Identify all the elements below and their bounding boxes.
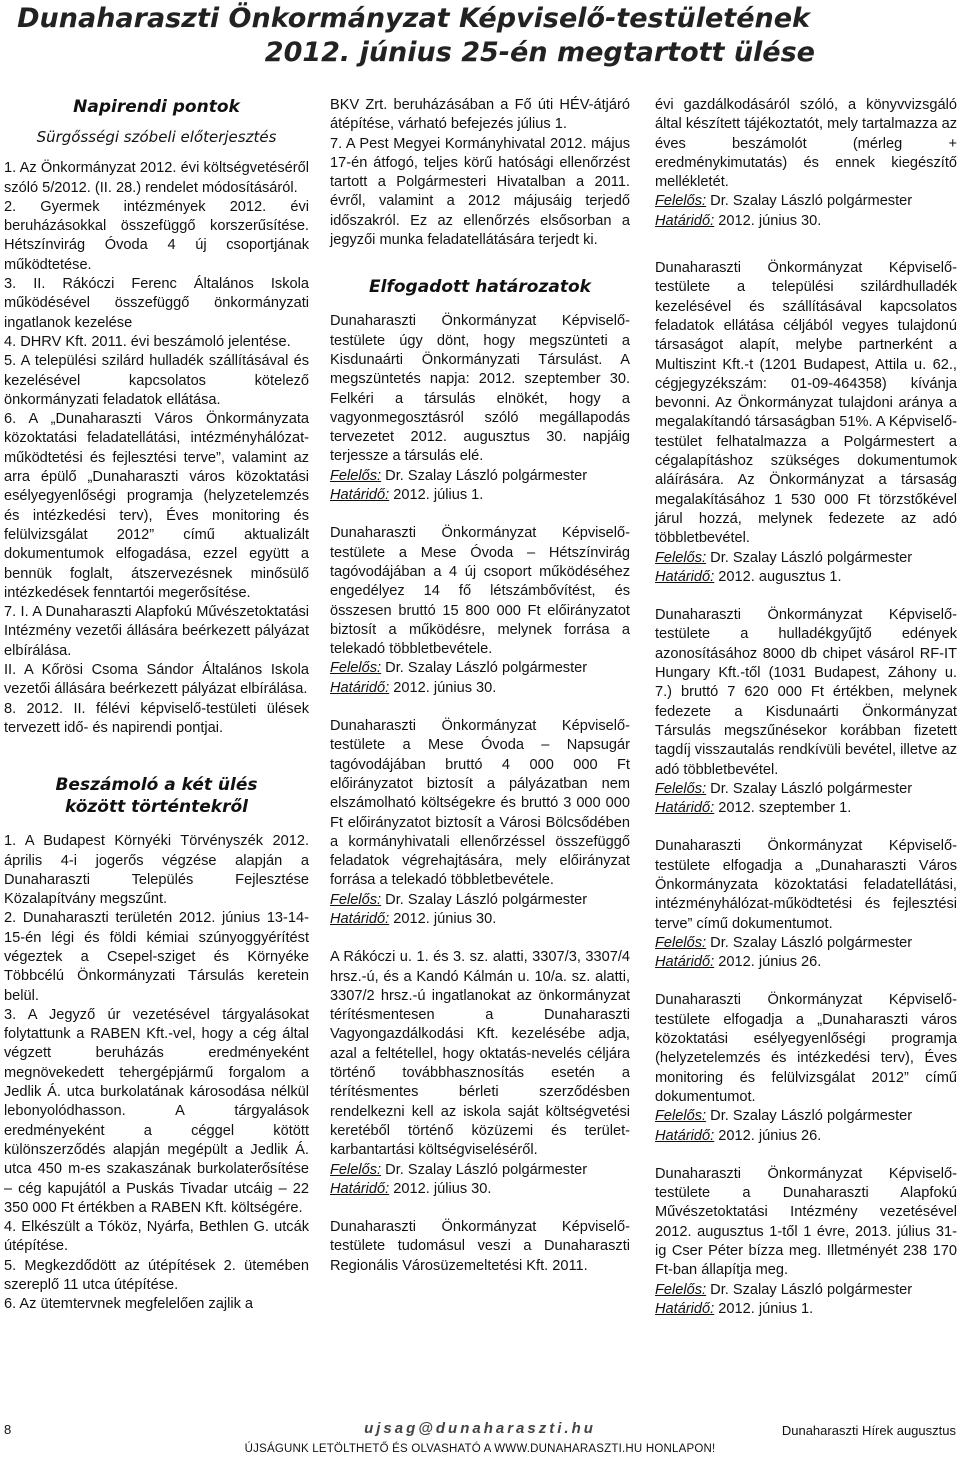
report-item-1: 1. A Budapest Környéki Törvényszék 2012. április 4-i jogerős végzése alapján a Dunaharaszti Település Fejlesztése Közalapítvány megszűnt. <box>4 833 309 908</box>
responsible-label: Felelős: <box>330 467 382 484</box>
responsible-value: Dr. Szalay László polgármester <box>385 891 588 908</box>
report-item-2: 2. Dunaharaszti területén 2012. június 13-14-15-én légi és földi kémiai szúnyoggyérítést végeztek a Csepel-sziget és Környéke Többcélú Önkormányzati Társulás keretein belül. <box>4 910 309 1004</box>
report-item-6: 6. Az ütemtervnek megfelelően zajlik a <box>4 1296 254 1313</box>
responsible-value: Dr. Szalay László polgármester <box>710 549 913 566</box>
agenda-item-3: 3. II. Rákóczi Ferenc Általános Iskola működésével összefüggő önkormányzati ingatlanok kezelése <box>4 276 309 331</box>
responsible-value: Dr. Szalay László polgármester <box>710 934 913 951</box>
deadline-label: Határidő: <box>655 800 715 817</box>
deadline-label: Határidő: <box>330 910 390 927</box>
report-item-7: 7. A Pest Megyei Kormányhivatal 2012. május 17-én átfogó, teljes körű hatósági ellenőrzést tartott a Polgármesteri Hivatalban a 2011. évről, valamint a 2012 májusáig terjedő időszakról. Ez az ellenőrzés elsősorban a jegyzői munka feladatellátására terjedt ki. <box>330 135 630 249</box>
deadline-label: Határidő: <box>655 954 715 971</box>
deadline-value: 2012. július 30. <box>393 1180 492 1197</box>
deadline-label: Határidő: <box>330 1180 390 1197</box>
deadline-label: Határidő: <box>655 568 715 585</box>
decision-text: Dunaharaszti Önkormányzat Képviselő-testülete elfogadja a „Dunaharaszti Város Önkormányzata közoktatási feladatellátási, intézményhálózat-működtetési és fejlesztési terve” című dokumentumot. <box>655 838 957 932</box>
column-2 <box>330 96 630 1276</box>
header-title-line2: 2012. június 25-én megtartott ülése <box>264 37 815 68</box>
header-title-line1: Dunaharaszti Önkormányzat Képviselő-testületének <box>17 3 810 34</box>
deadline-label: Határidő: <box>330 679 390 696</box>
decision-text: Dunaharaszti Önkormányzat Képviselő-testülete tudomásul veszi a Dunaharaszti Regionális Városüzemeltetési Kft. 2011. <box>330 1219 630 1274</box>
responsible-value: Dr. Szalay László polgármester <box>385 1161 588 1178</box>
deadline-label: Határidő: <box>655 212 715 229</box>
decision-text: Dunaharaszti Önkormányzat Képviselő-testülete a települési szilárdhulladék kezelésével és szállításával kapcsolatos feladatok ellátása céljából vegyes tulajdonú társaságot alapít, melybe partnerként a Multiszint Kft.-t (1201 Budapest, Attila u. 62., cégjegyzékszám: 01-09-464358) kívánja bevonni. Az Önkormányzat tulajdoni aránya a megalakítandó társaságban 51%. A Képviselő-testület felhatalmazza a Polgármestert a cégalapításhoz szükséges dokumentumok aláírására. Az Önkormányzat a társaság megalakításához 1 530 000 Ft törzstőkével járul hozzá, melynek fedezete az adó többletbevétel. <box>655 260 957 547</box>
agenda-item-7: 7. I. A Dunaharaszti Alapfokú Művészetoktatási Intézmény vezetői állására beérkezett pályázat elbírálása. <box>4 604 309 659</box>
report-item-4: 4. Elkészült a Tóköz, Nyárfa, Bethlen G. utcák útépítése. <box>4 1219 309 1255</box>
responsible-label: Felelős: <box>655 193 707 210</box>
deadline-value: 2012. június 26. <box>718 954 822 971</box>
agenda-title: Napirendi pontok <box>73 97 240 117</box>
responsible-value: Dr. Szalay László polgármester <box>385 467 588 484</box>
deadline-value: 2012. szeptember 1. <box>718 800 852 817</box>
decision-text: Dunaharaszti Önkormányzat Képviselő-testülete a Dunaharaszti Alapfokú Művészetoktatási Intézmény vezetésével 2012. augusztus 1-től 1 évre, 2013. július 31-ig Cser Péter bízza meg. Illetményét 238 170 Ft-ban állapítja meg. <box>655 1165 957 1279</box>
deadline-value: 2012. június 30. <box>718 212 822 229</box>
responsible-label: Felelős: <box>655 1281 707 1298</box>
publication-name: Dunaharaszti Hírek augusztus <box>781 1423 956 1438</box>
deadline-value: 2012. június 30. <box>393 679 497 696</box>
decision-text: Dunaharaszti Önkormányzat Képviselő-testülete úgy dönt, hogy megszünteti a Kisdunaárti Önkormányzati Társulást. A megszüntetés napja: 2012. szeptember 30. Felkéri a társulás elnökét, hogy a vagyonmegosztásról szóló megállapodás tervezetet 2012. augusztus 30. napjáig terjessze a társulás elé. <box>330 313 630 465</box>
column-3 <box>655 96 957 1319</box>
column-1 <box>4 96 309 1315</box>
decisions-title: Elfogadott határozatok <box>369 277 591 298</box>
report-item-5: 5. Megkezdődött az útépítések 2. ütemében szereplő 11 utca útépítése. <box>4 1257 309 1294</box>
decision-text: Dunaharaszti Önkormányzat Képviselő-testülete a hulladékgyűjtő edények azonosításához 8000 db chipet vásárol RF-IT Hungary Kft.-től (1031 Budapest, Záhony u. 7.) bruttó 7 620 000 Ft értékben, melynek fedezete a Kisdunaárti Önkormányzat Társulás megszűnésekor korábban fizetett tagdíj visszautalás rendkívüli bevétel, illetve az adó többletbevétel. <box>655 607 957 778</box>
page-footer <box>0 1417 960 1457</box>
deadline-value: 2012. augusztus 1. <box>718 568 842 585</box>
report-item-3: 3. A Jegyző úr vezetésével tárgyalásokat folytattunk a RABEN Kft.-vel, hogy a cég által végzett beruházás eredményeként megnövekedett tehergépjármű forgalom a Jedlik Á. utca burkolatának károsodása nélkül lebonyolódhasson. A tárgyalások eredményeként a céggel kötött különszerződés alapján megépült a Jedlik Á. utca 450 m-es szakaszának burkolaterősítése – cég kapujától a Puskás Tivadar utcáig – 22 350 000 Ft értékben a RABEN Kft. költségére. <box>4 1006 309 1216</box>
footer-note: ÚJSÁGUNK LETÖLTHETŐ ÉS OLVASHATÓ A WWW.DUNAHARASZTI.HU HONLAPON! <box>244 1443 716 1455</box>
agenda-item-2: 2. Gyermek intézmények 2012. évi beruházásokkal összefüggő korszerűsítése. Hétszínvirág Óvoda 4 új csoportjának működtetése. <box>4 198 309 273</box>
agenda-item-4: 4. DHRV Kft. 2011. évi beszámoló jelentése. <box>4 333 291 350</box>
agenda-item-5: 5. A települési szilárd hulladék szállításával és kezelésével kapcsolatos kötelező önkormányzati feladatok ellátása. <box>4 353 309 408</box>
decision-text: Dunaharaszti Önkormányzat Képviselő-testülete elfogadja a „Dunaharaszti város közoktatási esélyegyenlőségi programja (helyzetelemzés és intézkedési terv), Éves monitoring és felülvizsgálat 2012” című dokumentumot. <box>655 992 957 1105</box>
deadline-value: 2012. június 30. <box>393 910 497 927</box>
responsible-label: Felelős: <box>330 660 382 677</box>
deadline-value: 2012. június 1. <box>718 1300 814 1317</box>
continued-text: évi gazdálkodásáról szóló, a könyvvizsgáló által készített tájékoztatót, mely tartalmazza az éves beszámolót (mérleg + eredménykimutatás) és ennek kiegészítő mellékletét. <box>655 97 957 191</box>
responsible-value: Dr. Szalay László polgármester <box>710 780 913 797</box>
agenda-item-8: 8. 2012. II. félévi képviselő-testületi ülések tervezett idő- és napirendi pontjai. <box>4 700 309 736</box>
responsible-label: Felelős: <box>330 1161 382 1178</box>
report-title: Beszámoló a két ülés között történtekről <box>55 775 258 818</box>
responsible-value: Dr. Szalay László polgármester <box>385 660 588 677</box>
agenda-item-6: 6. A „Dunaharaszti Város Önkormányzata közoktatási feladatellátási, intézményhálózat-működtetési és fejlesztési terve”, valamint az arra épülő „Dunaharaszti város közoktatási esélyegyenlőségi programja (helyzetelemzés és intézkedési terv), Éves monitoring és felülvizsgálat 2012” című aktualizált dokumentumok elfogadása, ezzel együtt a bennük foglalt, átszervezésnek minősülő intézkedések fenntartói megerősítése. <box>4 411 309 601</box>
decision-text: Dunaharaszti Önkormányzat Képviselő-testülete a Mese Óvoda – Napsugár tagóvodájában bruttó 4 000 000 Ft előirányzatot biztosít a pályázatban nem elszámolható költségekre és bruttó 3 000 000 Ft előirányzatot biztosít a Városi Bölcsődében a kormányhivatali ellenőrzéssel összefüggő feladatok végrehajtására, mely előirányzat forrása a telekadó többletbevétele. <box>330 718 630 889</box>
agenda-item-1: 1. Az Önkormányzat 2012. évi költségvetéséről szóló 5/2012. (II. 28.) rendelet módosításáról. <box>4 160 309 196</box>
responsible-value: Dr. Szalay László polgármester <box>710 1281 913 1298</box>
responsible-label: Felelős: <box>655 934 707 951</box>
continued-text: BKV Zrt. beruházásában a Fő úti HÉV-átjáró átépítése, várható befejezés július 1. <box>330 97 630 133</box>
urgent-title: Sürgősségi szóbeli előterjesztés <box>36 128 277 146</box>
decision-text: Dunaharaszti Önkormányzat Képviselő-testülete a Mese Óvoda – Hétszínvirág tagóvodájában a 4 új csoport működéséhez engedélyez 14 fő létszámbővítést, és összesen bruttó 15 800 000 Ft előirányzatot biztosít a működésre, melynek forrása a telekadó többletbevétele. <box>330 525 630 658</box>
agenda-item-7-ii: II. A Kőrösi Csoma Sándor Általános Iskola vezetői állására beérkezett pályázat elbírálása. <box>4 662 309 698</box>
responsible-label: Felelős: <box>655 1108 707 1125</box>
deadline-label: Határidő: <box>655 1300 715 1317</box>
responsible-label: Felelős: <box>655 549 707 566</box>
footer-email: ujsag@dunaharaszti.hu <box>364 1420 596 1437</box>
responsible-value: Dr. Szalay László polgármester <box>710 1108 913 1125</box>
deadline-value: 2012. június 26. <box>718 1127 822 1144</box>
deadline-label: Határidő: <box>655 1127 715 1144</box>
deadline-label: Határidő: <box>330 487 390 504</box>
responsible-value: Dr. Szalay László polgármester <box>710 193 913 210</box>
responsible-label: Felelős: <box>330 891 382 908</box>
page-header <box>0 2 960 70</box>
page-number: 8 <box>4 1422 12 1437</box>
deadline-value: 2012. július 1. <box>393 487 484 504</box>
decision-text: A Rákóczi u. 1. és 3. sz. alatti, 3307/3, 3307/4 hrsz.-ú, és a Kandó Kálmán u. 10/a. sz. alatti, 3307/2 hrsz.-ú ingatlanokat az önkormányzat térítésmentesen a Dunaharaszti Vagyongazdálkodási Kft. kezelésébe adja, azal a feltétellel, hogy oktatás-nevelés céljára történő továbbhasznosítás esetén a térítésmentes bérleti szerződésben rendelkezni kell az iskola saját költségvetési keretéből történő közüzemi és terület-karbantartási költségviseléséről. <box>330 949 630 1159</box>
responsible-label: Felelős: <box>655 780 707 797</box>
